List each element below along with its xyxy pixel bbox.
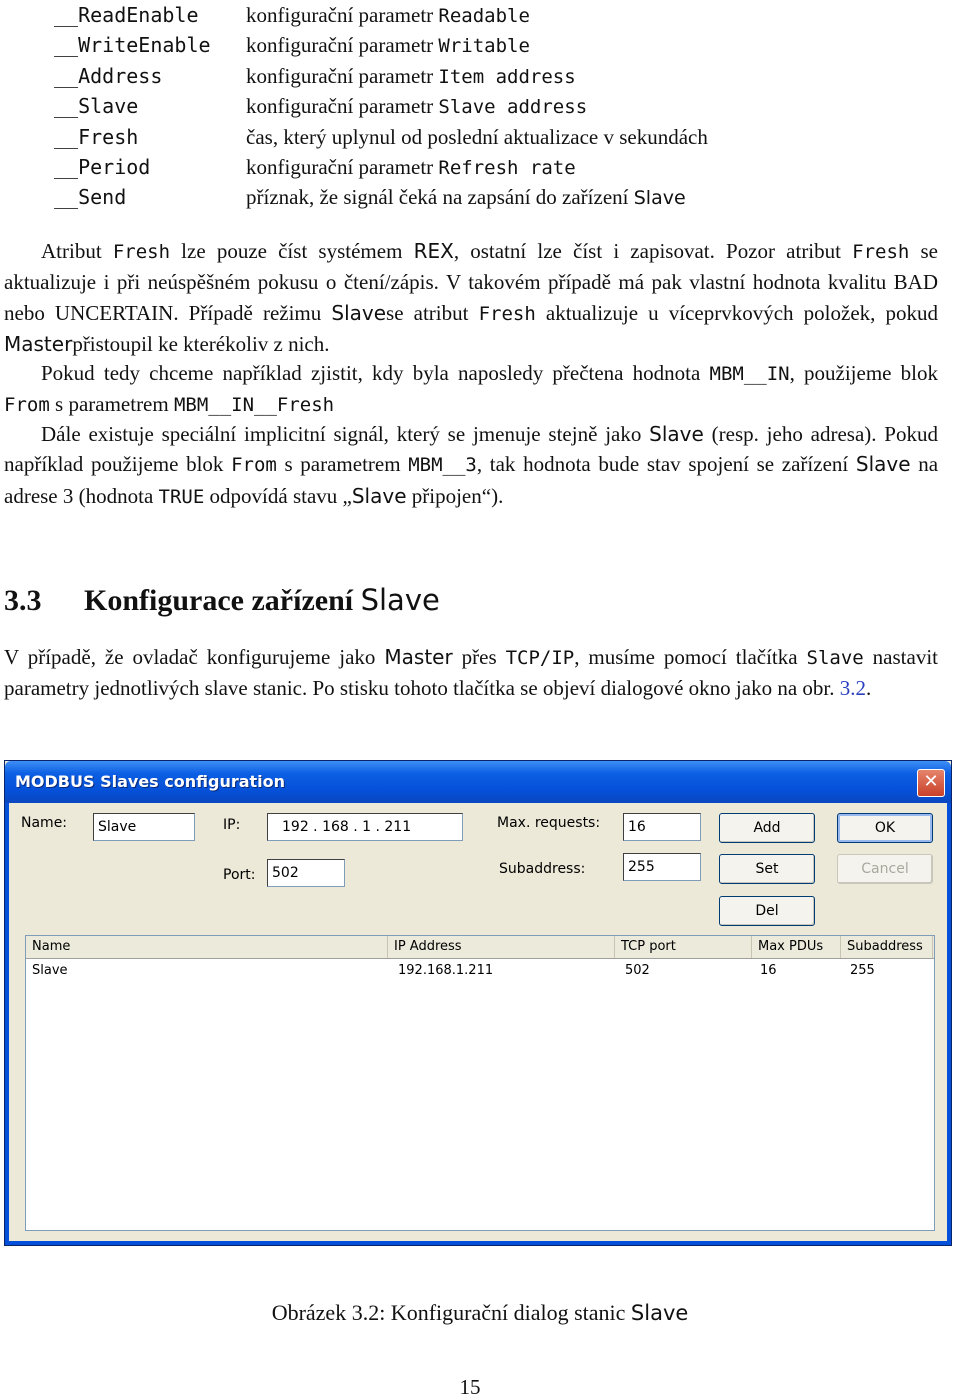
column-header-max-pdus[interactable]: Max PDUs xyxy=(752,936,841,958)
ip-field[interactable]: 192 . 168 . 1 . 211 xyxy=(267,813,463,841)
name-label: Name: xyxy=(21,815,68,831)
add-button[interactable]: Add xyxy=(719,813,815,843)
definition-row xyxy=(54,30,954,60)
cell-ip: 192.168.1.211 xyxy=(398,963,494,978)
definition-row xyxy=(54,152,954,182)
table-row[interactable] xyxy=(26,960,934,982)
modbus-slaves-dialog xyxy=(4,760,952,1246)
column-header-subaddress[interactable]: Subaddress xyxy=(841,936,933,958)
definition-row xyxy=(54,182,954,212)
definition-row xyxy=(54,61,954,91)
dialog-title: MODBUS Slaves configuration xyxy=(15,772,286,791)
column-header-name[interactable]: Name xyxy=(26,936,388,958)
definition-row xyxy=(54,91,954,121)
section-heading: 3.3 Konfigurace zařízení Slave xyxy=(4,580,440,621)
port-label: Port: xyxy=(223,867,256,883)
definition-description: konfigurační parametr Item address xyxy=(246,63,576,88)
definition-term: __WriteEnable xyxy=(54,33,211,58)
paragraph-fresh-attribute: Atribut Fresh lze pouze číst systémem REX, ostatní lze číst i zapisovat. Pozor atribut Fresh se aktualizuje i při neúspěšném pokusu o čtení/zápis. V takovém případě má pak vlastní hodnota kvalitu BAD nebo UNCERTAIN. Případě režimu Slavese atribut Fresh aktualizuje u víceprvkových položek, pokud Masterpřistoupil ke kterékoliv z nich. xyxy=(4,239,939,357)
port-field[interactable]: 502 xyxy=(267,859,345,887)
list-header xyxy=(26,936,934,959)
cell-max-pdus: 16 xyxy=(760,963,777,978)
definition-description: konfigurační parametr Slave address xyxy=(246,94,588,119)
parameter-definition-list xyxy=(54,0,954,213)
definition-description: čas, který uplynul od poslední aktualizace v sekundách xyxy=(246,124,708,149)
definition-term: __ReadEnable xyxy=(54,3,199,27)
set-button[interactable]: Set xyxy=(719,854,815,884)
definition-term: __Period xyxy=(54,154,151,179)
definition-description: příznak, že signál čeká na zapsání do zařízení Slave xyxy=(246,185,686,210)
definition-term: __Address xyxy=(54,63,163,88)
subaddress-field[interactable]: 255 xyxy=(623,853,701,881)
cancel-button[interactable]: Cancel xyxy=(837,854,933,884)
section-title: Konfigurace zařízení xyxy=(84,584,361,617)
definition-description: konfigurační parametr Refresh rate xyxy=(246,154,576,179)
definition-term: __Send xyxy=(54,185,127,210)
cell-tcp-port: 502 xyxy=(625,963,650,978)
definition-term: __Fresh xyxy=(54,124,139,149)
page-number: 15 xyxy=(459,1375,481,1399)
slaves-list[interactable] xyxy=(25,935,935,1231)
paragraph-example-fresh: Pokud tedy chceme například zjistit, kdy byla naposledy přečtena hodnota MBM__IN, použijeme blok From s parametrem MBM__IN__Fresh xyxy=(4,361,938,417)
del-button[interactable]: Del xyxy=(719,896,815,926)
definition-description: konfigurační parametr Writable xyxy=(246,33,530,58)
definition-term: __Slave xyxy=(54,94,139,119)
max-requests-field[interactable]: 16 xyxy=(623,813,701,841)
max-requests-label: Max. requests: xyxy=(497,815,601,831)
ip-label: IP: xyxy=(223,817,241,833)
close-icon[interactable]: ✕ xyxy=(917,769,945,797)
definition-row xyxy=(54,0,954,30)
name-field[interactable]: Slave xyxy=(93,813,195,841)
definition-row xyxy=(54,122,954,152)
paragraph-implicit-signal: Dále existuje speciální implicitní signál, který se jmenuje stejně jako Slave (resp. jeho adresa). Pokud například použijeme blok From s parametrem MBM__3, tak hodnota bude stav spojení se zařízení Slave na adrese 3 (hodnota TRUE odpovídá stavu „Slave připojen“). xyxy=(4,422,939,508)
paragraph-slave-config: V případě, že ovladač konfigurujeme jako Master přes TCP/IP, musíme pomocí tlačítka Slave nastavit parametry jednotlivých slave stanic. Po stisku tohoto tlačítka se objeví dialogové okno jako na obr. 3.2. xyxy=(4,645,938,701)
cell-subaddress: 255 xyxy=(850,963,875,978)
cell-name: Slave xyxy=(32,963,68,978)
definition-description: konfigurační parametr Readable xyxy=(246,3,530,27)
ok-button[interactable]: OK xyxy=(837,813,933,843)
section-number: 3.3 xyxy=(4,584,42,617)
subaddress-label: Subaddress: xyxy=(499,861,586,877)
column-header-tcp-port[interactable]: TCP port xyxy=(615,936,752,958)
figure-caption: Obrázek 3.2: Konfigurační dialog stanic Slave xyxy=(271,1300,689,1325)
dialog-titlebar xyxy=(5,761,951,803)
column-header-ip[interactable]: IP Address xyxy=(388,936,615,958)
figure-reference-link[interactable]: 3.2 xyxy=(839,676,866,701)
